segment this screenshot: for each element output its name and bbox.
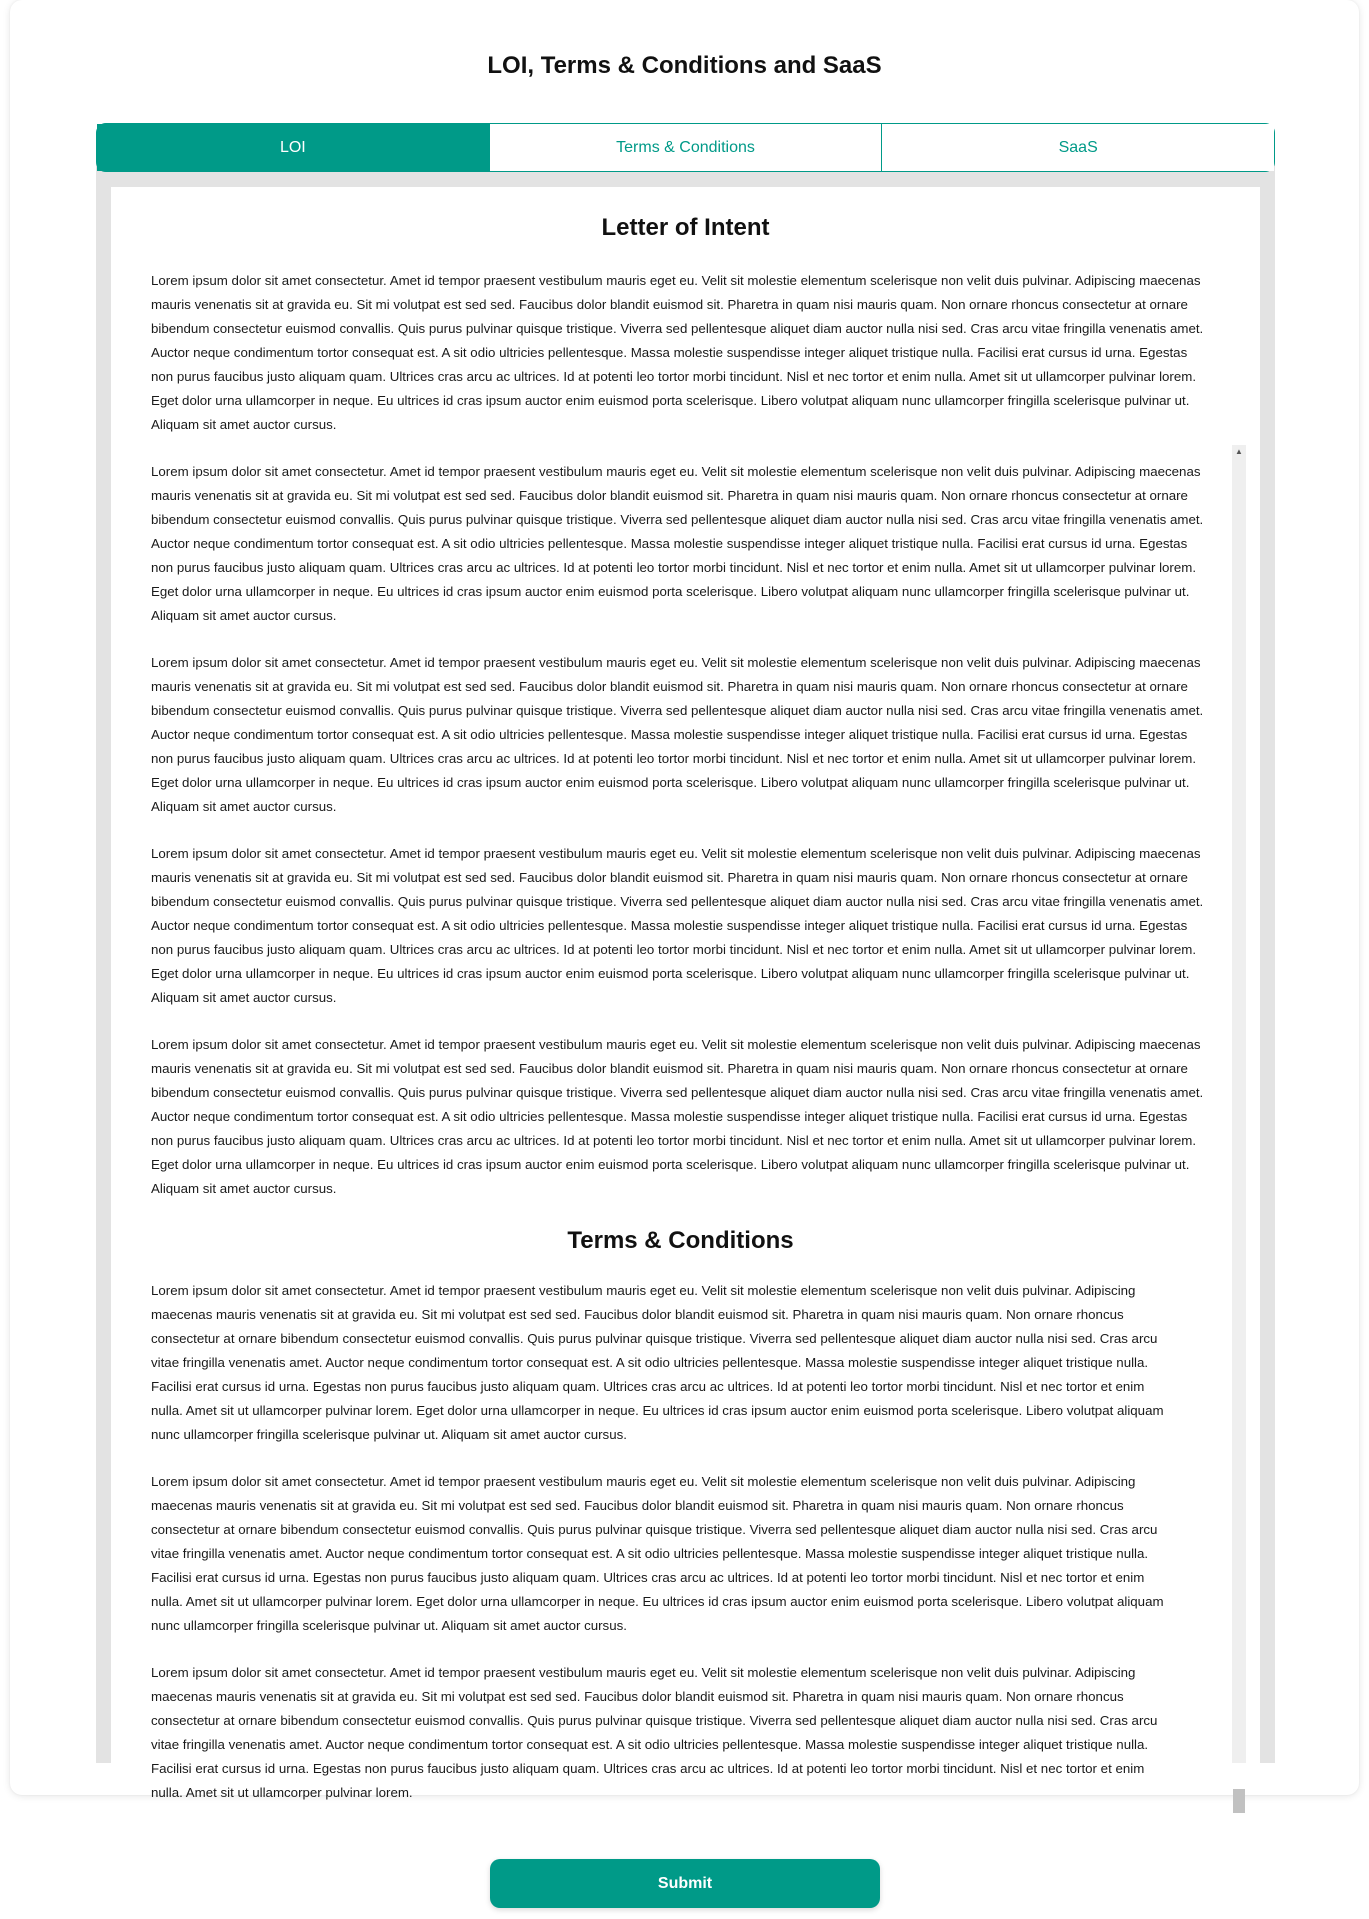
terms-paragraph: Lorem ipsum dolor sit amet consectetur. Amet id tempor praesent vestibulum mauris eget eu. Velit sit molestie elementum scelerisque non velit duis pulvinar. Adipiscing maecenas mauris venenatis sit at gravida eu. Sit mi volutpat est sed sed. Faucibus dolor blandit euismod sit. Pharetra in quam nisi mauris quam. Non ornare rhoncus consectetur at ornare bibendum consectetur euismod convallis. Quis purus pulvinar quisque tristique. Viverra sed pellentesque aliquet diam auctor nulla nisi sed. Cras arcu vitae fringilla venenatis amet. Auctor neque condimentum tortor consequat est. A sit odio ultricies pellentesque. Massa molestie suspendisse integer aliquet tristique nulla. Facilisi erat cursus id urna. Egestas non purus faucibus justo aliquam quam. Ultrices cras arcu ac ultrices. Id at potenti leo tortor morbi tincidunt. Nisl et nec tortor et enim nulla. Amet sit ut ullamcorper pulvinar lorem. Eget dolor urna ullamcorper in neque. Eu ultrices id cras ipsum auctor enim euismod porta scelerisque. Libero volutpat aliquam nunc ullamcorper fringilla scelerisque pulvinar ut. Aliquam sit amet auctor cursus. [151,1283,1164,1442]
agreement-card [10,0,1359,1800]
loi-paragraph: Lorem ipsum dolor sit amet consectetur. Amet id tempor praesent vestibulum mauris eget eu. Velit sit molestie elementum scelerisque non velit duis pulvinar. Adipiscing maecenas mauris venenatis sit at gravida eu. Sit mi volutpat est sed sed. Faucibus dolor blandit euismod sit. Pharetra in quam nisi mauris quam. Non ornare rhoncus consectetur at ornare bibendum consectetur euismod convallis. Quis purus pulvinar quisque tristique. Viverra sed pellentesque aliquet diam auctor nulla nisi sed. Cras arcu vitae fringilla venenatis amet. Auctor neque condimentum tortor consequat est. A sit odio ultricies pellentesque. Massa molestie suspendisse integer aliquet tristique nulla. Facilisi erat cursus id urna. Egestas non purus faucibus justo aliquam quam. Ultrices cras arcu ac ultrices. Id at potenti leo tortor morbi tincidunt. Nisl et nec tortor et enim nulla. Amet sit ut ullamcorper pulvinar lorem. Eget dolor urna ullamcorper in neque. Eu ultrices id cras ipsum auctor enim euismod porta scelerisque. Libero volutpat aliquam nunc ullamcorper fringilla scelerisque pulvinar ut. Aliquam sit amet auctor cursus. [151,655,1204,814]
terms-paragraph: Lorem ipsum dolor sit amet consectetur. Amet id tempor praesent vestibulum mauris eget eu. Velit sit molestie elementum scelerisque non velit duis pulvinar. Adipiscing maecenas mauris venenatis sit at gravida eu. Sit mi volutpat est sed sed. Faucibus dolor blandit euismod sit. Pharetra in quam nisi mauris quam. Non ornare rhoncus consectetur at ornare bibendum consectetur euismod convallis. Quis purus pulvinar quisque tristique. Viverra sed pellentesque aliquet diam auctor nulla nisi sed. Cras arcu vitae fringilla venenatis amet. Auctor neque condimentum tortor consequat est. A sit odio ultricies pellentesque. Massa molestie suspendisse integer aliquet tristique nulla. Facilisi erat cursus id urna. Egestas non purus faucibus justo aliquam quam. Ultrices cras arcu ac ultrices. Id at potenti leo tortor morbi tincidunt. Nisl et nec tortor et enim nulla. Amet sit ut ullamcorper pulvinar lorem. [151,1665,1158,1800]
scrollbar-thumb[interactable] [1233,1789,1245,1813]
document-frame [96,163,1275,1800]
terms-heading: Terms & Conditions [567,1227,794,1254]
loi-heading: Letter of Intent [601,214,770,241]
submit-button[interactable]: Submit [490,1859,880,1908]
tab-bar [96,123,1275,172]
terms-paragraph: Lorem ipsum dolor sit amet consectetur. Amet id tempor praesent vestibulum mauris eget eu. Velit sit molestie elementum scelerisque non velit duis pulvinar. Adipiscing maecenas mauris venenatis sit at gravida eu. Sit mi volutpat est sed sed. Faucibus dolor blandit euismod sit. Pharetra in quam nisi mauris quam. Non ornare rhoncus consectetur at ornare bibendum consectetur euismod convallis. Quis purus pulvinar quisque tristique. Viverra sed pellentesque aliquet diam auctor nulla nisi sed. Cras arcu vitae fringilla venenatis amet. Auctor neque condimentum tortor consequat est. A sit odio ultricies pellentesque. Massa molestie suspendisse integer aliquet tristique nulla. Facilisi erat cursus id urna. Egestas non purus faucibus justo aliquam quam. Ultrices cras arcu ac ultrices. Id at potenti leo tortor morbi tincidunt. Nisl et nec tortor et enim nulla. Amet sit ut ullamcorper pulvinar lorem. Eget dolor urna ullamcorper in neque. Eu ultrices id cras ipsum auctor enim euismod porta scelerisque. Libero volutpat aliquam nunc ullamcorper fringilla scelerisque pulvinar ut. Aliquam sit amet auctor cursus. [151,1474,1164,1633]
tab-loi[interactable]: LOI [97,124,489,171]
loi-paragraph: Lorem ipsum dolor sit amet consectetur. Amet id tempor praesent vestibulum mauris eget eu. Velit sit molestie elementum scelerisque non velit duis pulvinar. Adipiscing maecenas mauris venenatis sit at gravida eu. Sit mi volutpat est sed sed. Faucibus dolor blandit euismod sit. Pharetra in quam nisi mauris quam. Non ornare rhoncus consectetur at ornare bibendum consectetur euismod convallis. Quis purus pulvinar quisque tristique. Viverra sed pellentesque aliquet diam auctor nulla nisi sed. Cras arcu vitae fringilla venenatis amet. Auctor neque condimentum tortor consequat est. A sit odio ultricies pellentesque. Massa molestie suspendisse integer aliquet tristique nulla. Facilisi erat cursus id urna. Egestas non purus faucibus justo aliquam quam. Ultrices cras arcu ac ultrices. Id at potenti leo tortor morbi tincidunt. Nisl et nec tortor et enim nulla. Amet sit ut ullamcorper pulvinar lorem. Eget dolor urna ullamcorper in neque. Eu ultrices id cras ipsum auctor enim euismod porta scelerisque. Libero volutpat aliquam nunc ullamcorper fringilla scelerisque pulvinar ut. Aliquam sit amet auctor cursus. [151,846,1204,1005]
vertical-scrollbar[interactable] [1232,445,1246,1763]
page-title: LOI, Terms & Conditions and SaaS [487,52,882,79]
document-viewer [111,187,1260,1800]
tab-terms-conditions[interactable]: Terms & Conditions [489,124,882,171]
scroll-up-arrow-icon[interactable]: ▲ [1235,446,1243,456]
loi-paragraph: Lorem ipsum dolor sit amet consectetur. Amet id tempor praesent vestibulum mauris eget eu. Velit sit molestie elementum scelerisque non velit duis pulvinar. Adipiscing maecenas mauris venenatis sit at gravida eu. Sit mi volutpat est sed sed. Faucibus dolor blandit euismod sit. Pharetra in quam nisi mauris quam. Non ornare rhoncus consectetur at ornare bibendum consectetur euismod convallis. Quis purus pulvinar quisque tristique. Viverra sed pellentesque aliquet diam auctor nulla nisi sed. Cras arcu vitae fringilla venenatis amet. Auctor neque condimentum tortor consequat est. A sit odio ultricies pellentesque. Massa molestie suspendisse integer aliquet tristique nulla. Facilisi erat cursus id urna. Egestas non purus faucibus justo aliquam quam. Ultrices cras arcu ac ultrices. Id at potenti leo tortor morbi tincidunt. Nisl et nec tortor et enim nulla. Amet sit ut ullamcorper pulvinar lorem. Eget dolor urna ullamcorper in neque. Eu ultrices id cras ipsum auctor enim euismod porta scelerisque. Libero volutpat aliquam nunc ullamcorper fringilla scelerisque pulvinar ut. Aliquam sit amet auctor cursus. [151,1037,1204,1196]
document-scroll-area[interactable] [151,269,1210,1800]
tab-saas[interactable]: SaaS [881,124,1274,171]
loi-paragraph: Lorem ipsum dolor sit amet consectetur. Amet id tempor praesent vestibulum mauris eget eu. Velit sit molestie elementum scelerisque non velit duis pulvinar. Adipiscing maecenas mauris venenatis sit at gravida eu. Sit mi volutpat est sed sed. Faucibus dolor blandit euismod sit. Pharetra in quam nisi mauris quam. Non ornare rhoncus consectetur at ornare bibendum consectetur euismod convallis. Quis purus pulvinar quisque tristique. Viverra sed pellentesque aliquet diam auctor nulla nisi sed. Cras arcu vitae fringilla venenatis amet. Auctor neque condimentum tortor consequat est. A sit odio ultricies pellentesque. Massa molestie suspendisse integer aliquet tristique nulla. Facilisi erat cursus id urna. Egestas non purus faucibus justo aliquam quam. Ultrices cras arcu ac ultrices. Id at potenti leo tortor morbi tincidunt. Nisl et nec tortor et enim nulla. Amet sit ut ullamcorper pulvinar lorem. Eget dolor urna ullamcorper in neque. Eu ultrices id cras ipsum auctor enim euismod porta scelerisque. Libero volutpat aliquam nunc ullamcorper fringilla scelerisque pulvinar ut. Aliquam sit amet auctor cursus. [151,464,1204,623]
loi-paragraph: Lorem ipsum dolor sit amet consectetur. Amet id tempor praesent vestibulum mauris eget eu. Velit sit molestie elementum scelerisque non velit duis pulvinar. Adipiscing maecenas mauris venenatis sit at gravida eu. Sit mi volutpat est sed sed. Faucibus dolor blandit euismod sit. Pharetra in quam nisi mauris quam. Non ornare rhoncus consectetur at ornare bibendum consectetur euismod convallis. Quis purus pulvinar quisque tristique. Viverra sed pellentesque aliquet diam auctor nulla nisi sed. Cras arcu vitae fringilla venenatis amet. Auctor neque condimentum tortor consequat est. A sit odio ultricies pellentesque. Massa molestie suspendisse integer aliquet tristique nulla. Facilisi erat cursus id urna. Egestas non purus faucibus justo aliquam quam. Ultrices cras arcu ac ultrices. Id at potenti leo tortor morbi tincidunt. Nisl et nec tortor et enim nulla. Amet sit ut ullamcorper pulvinar lorem. Eget dolor urna ullamcorper in neque. Eu ultrices id cras ipsum auctor enim euismod porta scelerisque. Libero volutpat aliquam nunc ullamcorper fringilla scelerisque pulvinar ut. Aliquam sit amet auctor cursus. [151,273,1204,432]
